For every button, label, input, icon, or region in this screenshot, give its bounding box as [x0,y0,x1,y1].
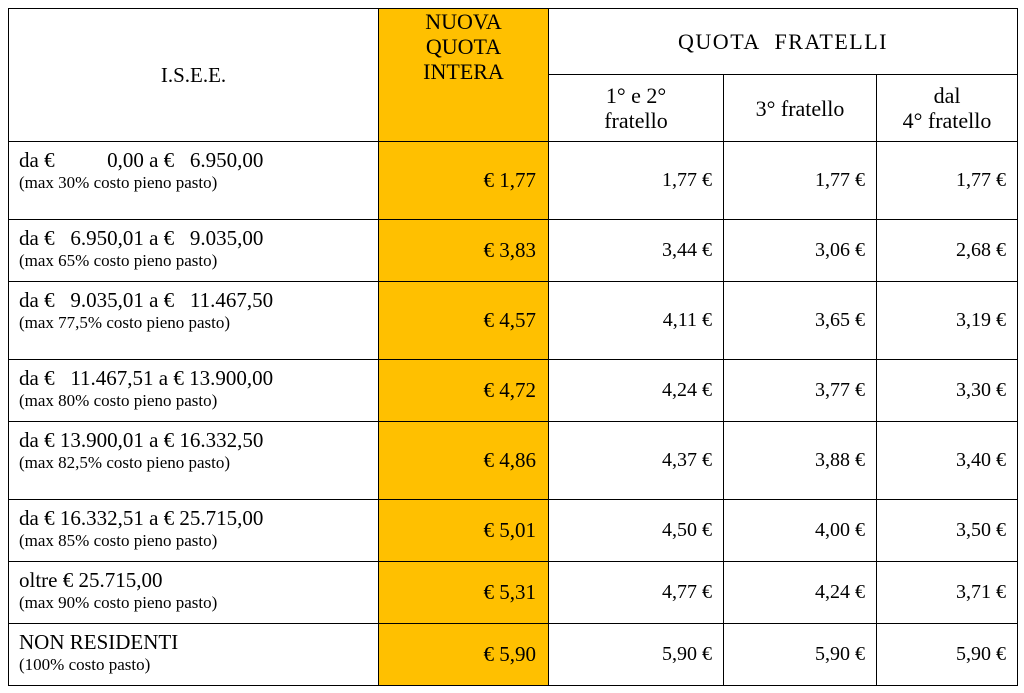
quota-4-fratello-value: 3,19 € [877,282,1018,360]
isee-range-note: (max 82,5% costo pieno pasto) [19,453,231,472]
isee-range-cell [9,624,379,686]
fee-table-body [9,142,1018,686]
quota-header-line: QUOTA [425,34,502,59]
sub-header-3-fratello: 3° fratello [724,75,877,142]
quota-1-2-fratello-value: 5,90 € [549,624,724,686]
quota-intera-value: € 4,57 [379,282,549,360]
isee-range: da € 6.950,01 a € 9.035,00 [19,226,264,250]
quota-4-fratello-value: 3,71 € [877,562,1018,624]
isee-range-note: (max 65% costo pieno pasto) [19,251,218,270]
isee-range: da € 9.035,01 a € 11.467,50 [19,288,274,312]
table-row [9,220,1018,282]
isee-range-note: (max 90% costo pieno pasto) [19,593,218,612]
isee-range: oltre € 25.715,00 [19,568,163,592]
quota-4-fratello-value: 3,50 € [877,500,1018,562]
quota-3-fratello-value: 3,65 € [724,282,877,360]
isee-range-cell [9,562,379,624]
isee-range-cell [9,142,379,220]
isee-header: I.S.E.E. [9,9,379,142]
quota-3-fratello-value: 4,24 € [724,562,877,624]
quota-1-2-fratello-value: 4,77 € [549,562,724,624]
fee-table [8,8,1018,686]
sub-header-line: 4° fratello [902,108,992,133]
isee-range-cell [9,220,379,282]
sub-header-1-2-fratello [549,75,724,142]
isee-range-note: (max 77,5% costo pieno pasto) [19,313,231,332]
sub-header-4-fratello [877,75,1018,142]
quota-intera-header [379,9,549,142]
isee-range: da € 16.332,51 a € 25.715,00 [19,506,264,530]
quota-intera-value: € 3,83 [379,220,549,282]
table-row [9,360,1018,422]
table-row [9,500,1018,562]
quota-header-line: NUOVA [425,9,502,34]
quota-1-2-fratello-value: 4,37 € [549,422,724,500]
quota-4-fratello-value: 3,40 € [877,422,1018,500]
sub-header-line: 1° e 2° [605,83,667,108]
isee-range-note: (max 80% costo pieno pasto) [19,391,218,410]
isee-range-cell [9,422,379,500]
isee-range-note: (max 85% costo pieno pasto) [19,531,218,550]
quota-4-fratello-value: 2,68 € [877,220,1018,282]
isee-range-note: (100% costo pasto) [19,655,151,674]
quota-intera-value: € 1,77 [379,142,549,220]
table-row [9,282,1018,360]
isee-range: da € 13.900,01 a € 16.332,50 [19,428,264,452]
quota-1-2-fratello-value: 4,50 € [549,500,724,562]
quota-header-line: INTERA [423,59,504,84]
quota-3-fratello-value: 5,90 € [724,624,877,686]
isee-range: da € 0,00 a € 6.950,00 [19,148,264,172]
quota-4-fratello-value: 3,30 € [877,360,1018,422]
quota-1-2-fratello-value: 4,11 € [549,282,724,360]
quota-fratelli-header: QUOTA FRATELLI [549,9,1018,75]
sub-header-line: fratello [604,108,668,133]
quota-intera-value: € 5,31 [379,562,549,624]
quota-1-2-fratello-value: 4,24 € [549,360,724,422]
quota-4-fratello-value: 5,90 € [877,624,1018,686]
isee-range: NON RESIDENTI [19,630,179,654]
quota-1-2-fratello-value: 3,44 € [549,220,724,282]
quota-3-fratello-value: 3,77 € [724,360,877,422]
quota-3-fratello-value: 3,06 € [724,220,877,282]
quota-intera-value: € 5,90 [379,624,549,686]
table-row [9,422,1018,500]
quota-3-fratello-value: 3,88 € [724,422,877,500]
quota-3-fratello-value: 1,77 € [724,142,877,220]
isee-range-cell [9,500,379,562]
table-row [9,142,1018,220]
isee-range-cell [9,360,379,422]
header-row-top [9,9,1018,75]
table-row [9,624,1018,686]
isee-range-note: (max 30% costo pieno pasto) [19,173,218,192]
quota-4-fratello-value: 1,77 € [877,142,1018,220]
quota-3-fratello-value: 4,00 € [724,500,877,562]
quota-1-2-fratello-value: 1,77 € [549,142,724,220]
isee-range-cell [9,282,379,360]
quota-intera-value: € 4,72 [379,360,549,422]
sub-header-line: dal [933,83,961,108]
table-row [9,562,1018,624]
quota-intera-value: € 5,01 [379,500,549,562]
quota-intera-value: € 4,86 [379,422,549,500]
isee-range: da € 11.467,51 a € 13.900,00 [19,366,274,390]
